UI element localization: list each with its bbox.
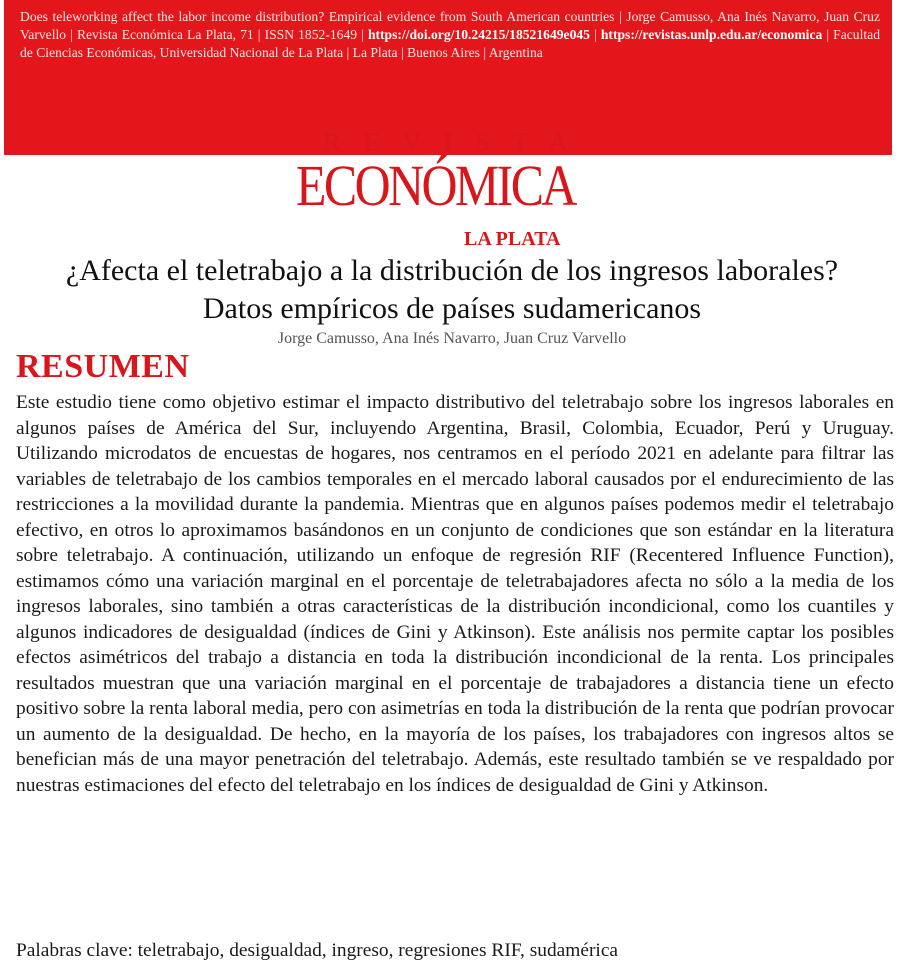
section-heading: RESUMEN (16, 348, 190, 385)
logo-economica: ECONÓMICA (296, 153, 575, 218)
journal-url-link[interactable]: https://revistas.unlp.edu.ar/economica (600, 27, 823, 43)
separator: | (589, 27, 601, 43)
citation-text (20, 8, 880, 63)
affiliation-text: | Facultad de Ciencias Económicas, Universidad Nacional de La Plata | La Plata | Buenos Aires | Argentina (20, 27, 880, 61)
author-list: Jorge Camusso, Ana Inés Navarro, Juan Cruz Varvello (277, 330, 627, 347)
title-line-1: ¿Afecta el teletrabajo a la distribución de los ingresos laborales? (65, 254, 839, 287)
abstract-paragraph: Este estudio tiene como objetivo estimar el impacto distributivo del teletrabajo sobre los ingresos laborales en algunos países de América del Sur, incluyendo Argentina, Brasil, Colombia, Ecuador, Perú y Uruguay. Utilizando microdatos de encuestas de hogares, nos centramos en el período 2021 en adelante para filtrar las variables de teletrabajo de los cambios temporales en el mercado laboral causados por el endurecimiento de las restricciones a la movilidad durante la pandemia. Mientras que en algunos países podemos medir el teletrabajo efectivo, en otros lo aproximamos basándonos en un conjunto de condiciones que son estándar en la literatura sobre teletrabajo. A continuación, utilizando un enfoque de regresión RIF (Recentered Influence Function), estimamos cómo una variación marginal en el porcentaje de teletrabajadores afecta no sólo a la media de los ingresos laborales, sino también a otras características de la distribución incondicional, como los cuantiles y algunos indicadores de desigualdad (índices de Gini y Atkinson). Este análisis nos permite captar los posibles efectos asimétricos del trabajo a distancia en toda la distribución incondicional de la renta. Los principales resultados muestran que una variación marginal en el porcentaje de trabajadores a distancia tiene un efecto positivo sobre la renta laboral media, pero con asimetrías en toda la distribución de la renta que podrían provocar un aumento de la desigualdad. De hecho, en la mayoría de los países, los trabajadores con ingresos altos se benefician más de una mayor penetración del teletrabajo. Además, este resultado también se ve respaldado por nuestras estimaciones del efecto del teletrabajo en los índices de desigualdad de Gini y Atkinson. (16, 392, 894, 796)
logo-la-plata: LA PLATA (464, 228, 561, 250)
doi-link[interactable]: https://doi.org/10.24215/18521649e045 (367, 27, 590, 43)
keywords-line: Palabras clave: teletrabajo, desigualdad, ingreso, regresiones RIF, sudamérica (16, 940, 619, 961)
paper-title (0, 252, 904, 328)
citation-line: Does teleworking affect the labor income distribution? Empirical evidence from South American countries | Jorge Camusso, Ana Inés Navarro, Juan Cruz Varvello | Revista Económica La Plata, 71 | ISSN 1852-1649 | (20, 9, 880, 43)
title-line-2: Datos empíricos de países sudamericanos (202, 292, 702, 325)
logo-revista: REVISTA (322, 128, 590, 157)
